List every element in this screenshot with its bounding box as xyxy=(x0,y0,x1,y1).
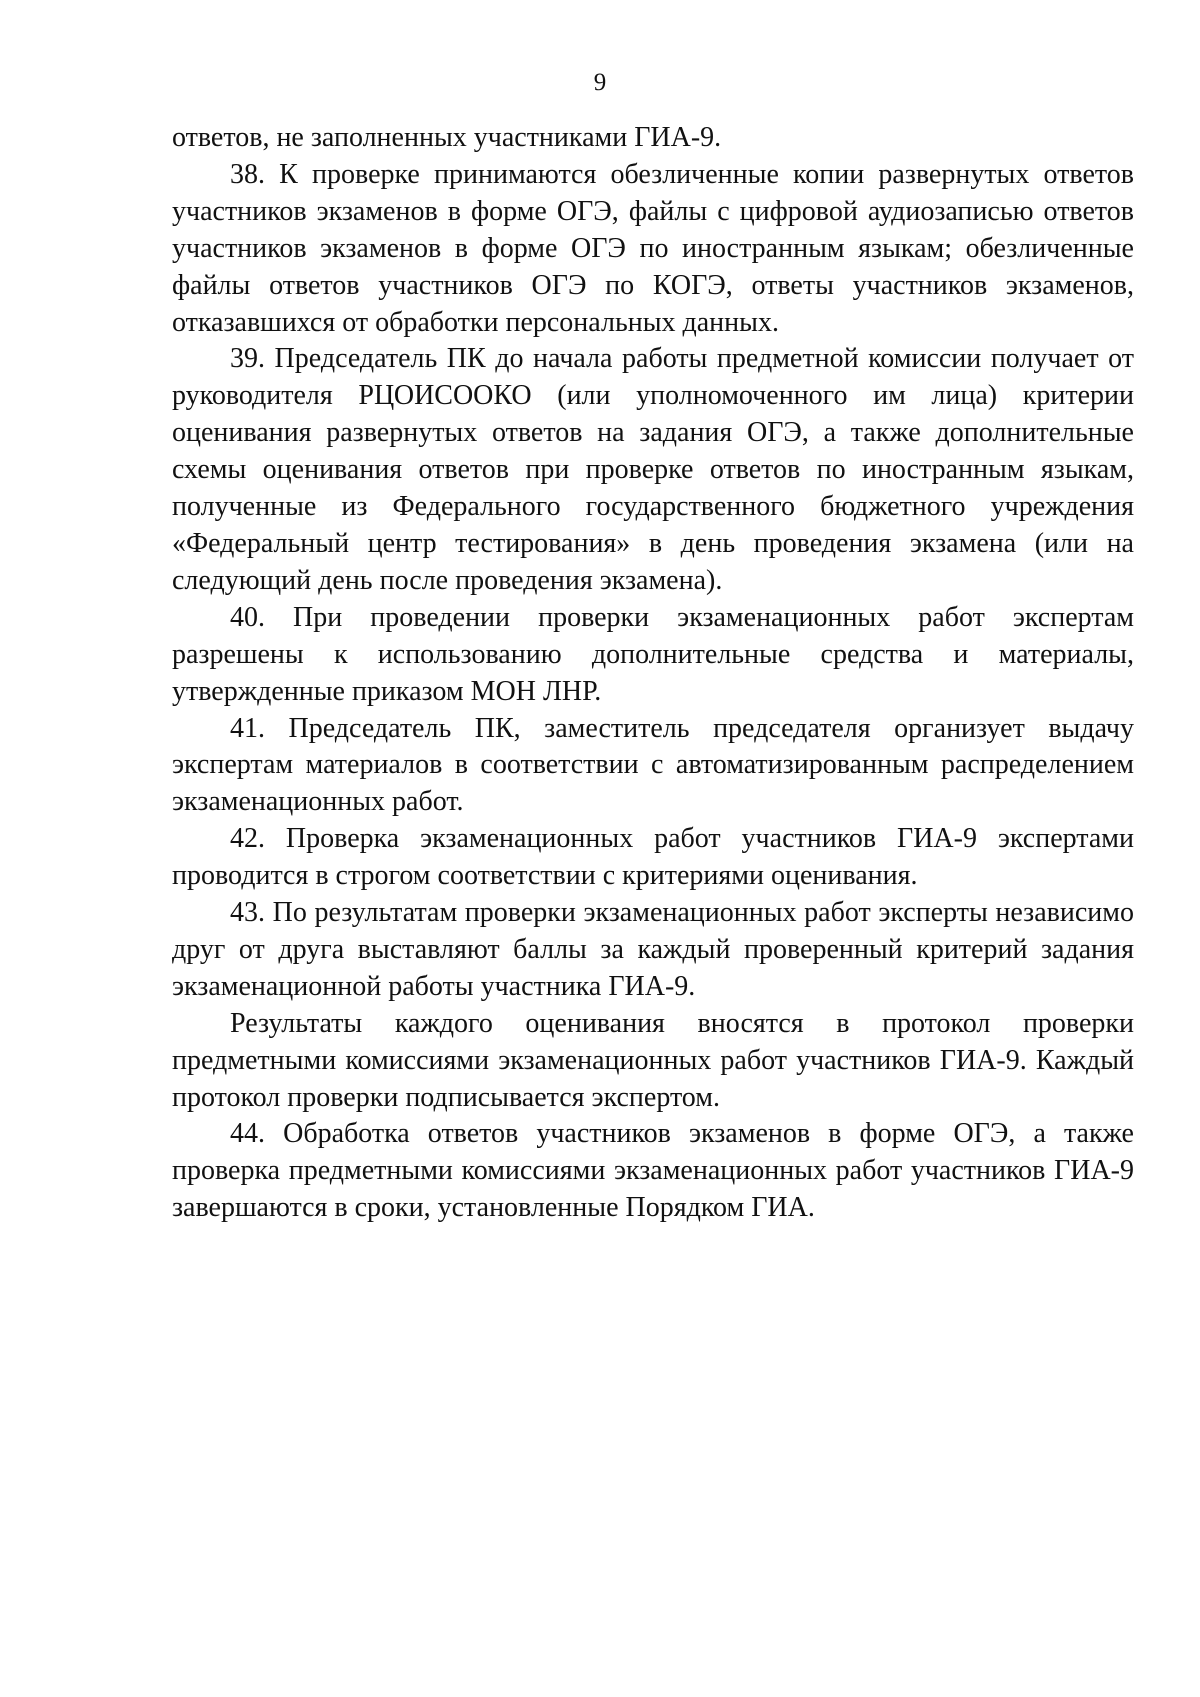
paragraph-42: 42. Проверка экзаменационных работ участников ГИА-9 экспертами проводится в строгом соответствии с критериями оценивания. xyxy=(172,823,1134,892)
paragraph-43-results: Результаты каждого оценивания вносятся в протокол проверки предметными комиссиями экзаменационных работ участников ГИА-9. Каждый протокол проверки подписывается экспертом. xyxy=(172,1007,1134,1113)
paragraph-41: 41. Председатель ПК, заместитель председателя организует выдачу экспертам материалов в соответствии с автоматизированным распределением экзаменационных работ. xyxy=(172,712,1134,818)
paragraph-43: 43. По результатам проверки экзаменационных работ эксперты независимо друг от друга выставляют баллы за каждый проверенный критерий задания экзаменационной работы участника ГИА-9. xyxy=(172,897,1134,1002)
paragraph-40: 40. При проведении проверки экзаменационных работ экспертам разрешены к использованию дополнительные средства и материалы, утвержденные приказом МОН ЛНР. xyxy=(172,601,1134,707)
paragraph-38: 38. К проверке принимаются обезличенные копии развернутых ответов участников экзаменов в форме ОГЭ, файлы с цифровой аудиозаписью ответов участников экзаменов в форме ОГЭ по иностранным языкам; обезличенные файлы ответов участников ОГЭ по КОГЭ, ответы участников экзаменов, отказавшихся от обработки персональных данных. xyxy=(172,158,1134,338)
document-body xyxy=(172,120,1134,1227)
paragraph-39: 39. Председатель ПК до начала работы предметной комиссии получает от руководителя РЦОИСООКО (или уполномоченного им лица) критерии оценивания развернутых ответов на задания ОГЭ, а также дополнительные схемы оценивания ответов при проверке ответов по иностранным языкам, полученные из Федерального государственного бюджетного учреждения «Федеральный центр тестирования» в день проведения экзамена (или на следующий день после проведения экзамена). xyxy=(172,343,1134,596)
page-number: 9 xyxy=(593,69,607,96)
paragraph-continuation: ответов, не заполненных участниками ГИА-9. xyxy=(172,122,722,153)
paragraph-44: 44. Обработка ответов участников экзаменов в форме ОГЭ, а также проверка предметными комиссиями экзаменационных работ участников ГИА-9 завершаются в сроки, установленные Порядком ГИА. xyxy=(172,1118,1134,1224)
